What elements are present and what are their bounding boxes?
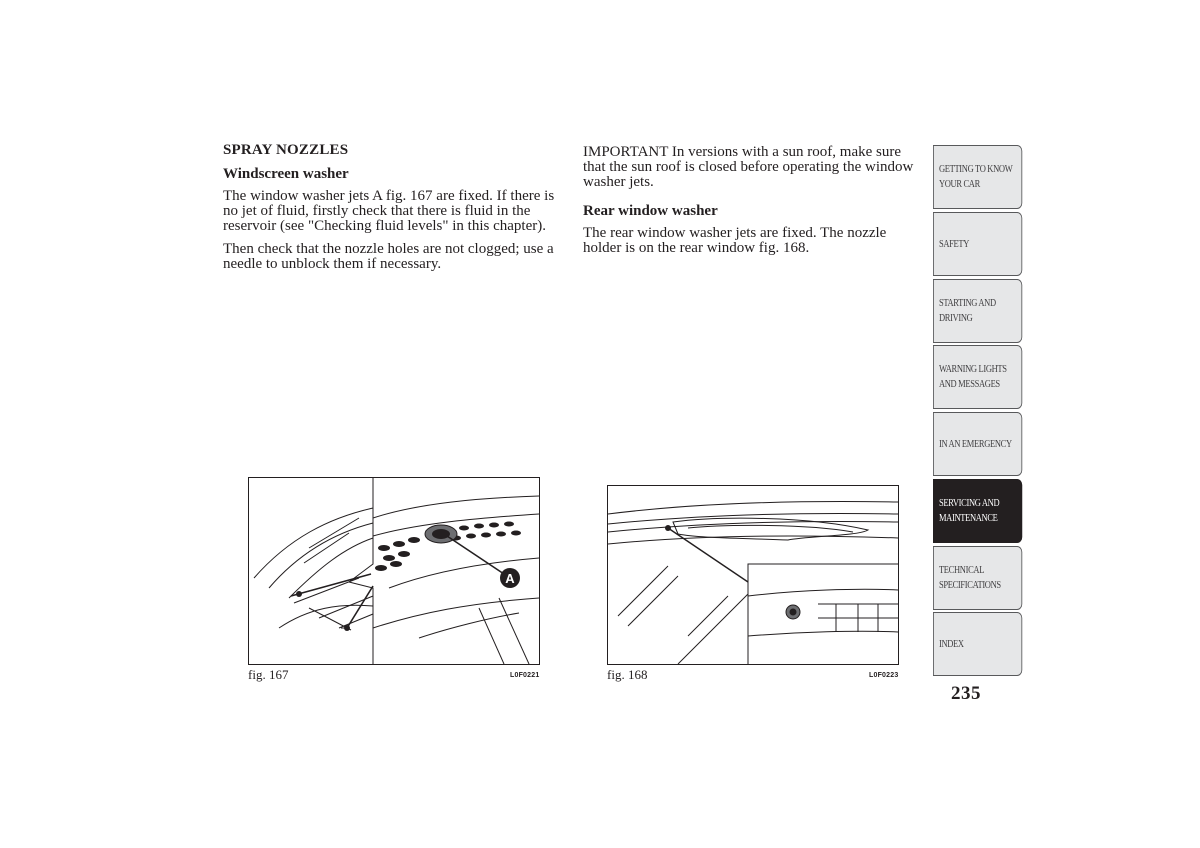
- tab-label: SAFETY: [938, 238, 970, 250]
- tab-label: WARNING LIGHTS AND MESSAGES: [938, 364, 1007, 390]
- tab-index[interactable]: [933, 612, 1022, 676]
- rear-nozzle-drawing: [608, 486, 898, 664]
- figure-168-code: L0F0223: [869, 672, 899, 679]
- figure-167-caption: fig. 167: [248, 667, 289, 682]
- section-heading: SPRAY NOZZLES: [223, 142, 349, 158]
- right-column: [583, 145, 923, 264]
- tab-label: GETTING TO KNOW YOUR CAR: [938, 164, 1013, 190]
- figure-167-windscreen-washer-illustration: [248, 477, 540, 665]
- tab-label: STARTING AND DRIVING: [938, 298, 996, 324]
- figure-168-rear-window-washer-illustration: [607, 485, 899, 665]
- tab-label: INDEX: [938, 638, 964, 650]
- important-note: IMPORTANT In versions with a sun roof, make sure that the sun roof is closed before operating the window washer jets.: [583, 144, 914, 190]
- callout-a-label: A: [505, 571, 515, 586]
- figure-167-code: L0F0221: [510, 672, 540, 679]
- tab-in-an-emergency[interactable]: [933, 412, 1022, 476]
- tab-getting-to-know-your-car[interactable]: [933, 145, 1022, 209]
- tab-label: SERVICING AND MAINTENANCE: [938, 498, 1000, 524]
- rear-window-washer-subheading: Rear window washer: [583, 203, 718, 219]
- tab-label: TECHNICAL SPECIFICATIONS: [938, 565, 1001, 591]
- figure-168-caption: fig. 168: [607, 667, 648, 682]
- tab-starting-and-driving[interactable]: [933, 279, 1022, 343]
- windscreen-paragraph-1: The window washer jets A fig. 167 are fixed. If there is no jet of fluid, firstly check that there is fluid in the reservoir (see "Checking fluid levels" in this chapter).: [223, 188, 555, 234]
- page-number: 235: [951, 683, 981, 704]
- tab-warning-lights-and-messages[interactable]: [933, 345, 1022, 409]
- windscreen-nozzle-drawing: [249, 478, 539, 664]
- rear-window-paragraph: The rear window washer jets are fixed. The nozzle holder is on the rear window fig. 168.: [583, 225, 887, 256]
- windscreen-paragraph-2: Then check that the nozzle holes are not clogged; use a needle to unblock them if necessary.: [223, 241, 554, 272]
- windscreen-washer-subheading: Windscreen washer: [223, 166, 349, 182]
- left-column: [223, 143, 563, 280]
- tab-safety[interactable]: [933, 212, 1022, 276]
- tab-label: IN AN EMERGENCY: [938, 438, 1012, 450]
- tab-technical-specifications[interactable]: [933, 546, 1022, 610]
- tab-servicing-and-maintenance[interactable]: [933, 479, 1022, 543]
